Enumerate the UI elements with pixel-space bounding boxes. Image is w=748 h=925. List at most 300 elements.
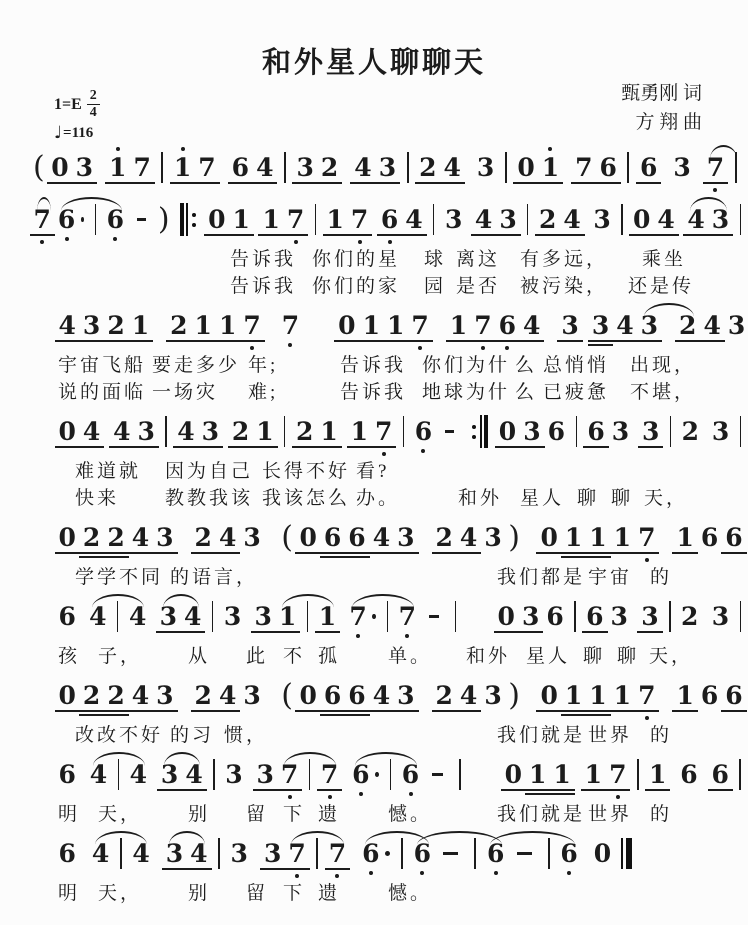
system xyxy=(0,593,748,667)
tie-arc xyxy=(355,752,417,766)
barline xyxy=(637,759,639,790)
note: 1 xyxy=(262,205,280,234)
lyric-segment: 你们的星 xyxy=(312,249,401,270)
note: 4 xyxy=(113,417,131,446)
note: 6 xyxy=(725,523,743,552)
barline xyxy=(739,759,741,790)
lyric-segment: 宇宙飞船 xyxy=(58,355,147,376)
note: 3 xyxy=(160,760,179,789)
note: 7 xyxy=(242,313,261,338)
note: 0 xyxy=(338,311,356,340)
lyric-segment: 我们就是 xyxy=(497,725,586,746)
note: 3 xyxy=(591,311,610,340)
barline xyxy=(455,601,456,632)
octave-dot-low xyxy=(288,343,292,347)
note: 2 xyxy=(681,602,699,631)
note: 6 xyxy=(559,841,578,866)
note: 4 xyxy=(459,681,478,710)
lyrics-row xyxy=(0,243,748,270)
note: 6 xyxy=(106,207,125,232)
lyric-segment: 世界 xyxy=(588,804,633,825)
notation-row xyxy=(0,144,748,191)
note: 6 xyxy=(57,207,76,232)
note: 3 xyxy=(156,523,174,552)
note: 3 xyxy=(727,311,746,340)
note: 7 xyxy=(287,841,306,866)
note: 3 xyxy=(223,602,242,631)
octave-dot-low xyxy=(713,188,717,192)
tie-arc xyxy=(61,197,122,211)
note: 1 xyxy=(108,155,127,180)
lyric-segment: 天， xyxy=(644,488,689,509)
lyric-segment: 告诉我 xyxy=(230,249,297,270)
note: 3 xyxy=(378,153,397,182)
lyric-segment: 告诉我 xyxy=(230,276,297,297)
lyric-segment: 离这 xyxy=(456,249,501,270)
note: 3 xyxy=(263,839,282,868)
note: 1 xyxy=(326,205,344,234)
note: 3 xyxy=(82,311,101,340)
tie-arc xyxy=(169,831,205,845)
note: 1 xyxy=(320,417,338,446)
note: 7 xyxy=(473,313,492,338)
note: 1 xyxy=(131,311,150,340)
barline xyxy=(403,416,404,447)
note: 3 xyxy=(201,417,220,446)
octave-dot-low xyxy=(567,871,571,875)
tie-arc xyxy=(92,594,144,608)
parenthesis: ( xyxy=(281,519,293,555)
note: 1 xyxy=(386,311,405,340)
note: 6 xyxy=(348,523,366,552)
lyric-segment: 遗 xyxy=(318,804,341,825)
lyric-segment: 难; xyxy=(248,382,279,403)
barline xyxy=(459,759,461,790)
note: 6 xyxy=(361,841,380,866)
note: 0 xyxy=(58,523,76,552)
octave-dot-high xyxy=(548,147,552,151)
note: 2 xyxy=(679,311,697,340)
note: 4 xyxy=(687,205,705,234)
lyric-segment: 此 xyxy=(246,646,269,667)
note: 3 xyxy=(75,153,94,182)
lyric-segment: 出现， xyxy=(630,355,697,376)
lyric-segment: 遗 xyxy=(318,883,341,904)
note: 7 xyxy=(320,762,339,787)
note: 3 xyxy=(243,681,261,710)
note: 2 xyxy=(681,417,700,446)
key-label: 1=E xyxy=(54,95,82,113)
lyrics-row xyxy=(0,455,748,482)
note: 0 xyxy=(58,681,76,710)
lyric-segment: 聊 xyxy=(577,488,600,509)
note: 3 xyxy=(256,760,274,789)
note: 6 xyxy=(58,602,76,631)
note: 4 xyxy=(563,205,581,234)
note: 7 xyxy=(286,207,305,232)
octave-dot-low xyxy=(420,871,424,875)
system xyxy=(0,830,748,904)
note: 6 xyxy=(231,153,250,182)
lyric-segment: 告诉我 xyxy=(340,382,407,403)
lyric-segment: 我们就是 xyxy=(497,804,586,825)
note: 7 xyxy=(33,207,52,232)
octave-dot-low xyxy=(369,871,373,875)
note: 0 xyxy=(633,205,651,234)
note: 1 xyxy=(449,311,468,340)
note: 6 xyxy=(323,681,342,710)
lyric-segment: 总悄悄 xyxy=(543,355,610,376)
parenthesis: ) xyxy=(508,677,520,713)
key-signature xyxy=(54,88,100,121)
note: 2 xyxy=(82,681,101,710)
note: 3 xyxy=(593,205,611,234)
notation-row xyxy=(0,196,748,243)
note: 4 xyxy=(443,153,461,182)
lyric-segment: 难道就 xyxy=(75,461,142,482)
system xyxy=(0,144,748,191)
lyric-segment: 年; xyxy=(248,355,279,376)
note: 0 xyxy=(540,681,558,710)
note: 6 xyxy=(413,841,432,866)
lyric-segment: 不堪， xyxy=(630,382,697,403)
notation-row xyxy=(0,302,748,349)
lyric-segment: 明 xyxy=(58,883,81,904)
lyric-segment: 办。 xyxy=(356,488,401,509)
lyric-segment: 世界 xyxy=(588,725,633,746)
note: 2 xyxy=(107,523,125,552)
octave-dot-low xyxy=(421,449,425,453)
note: 1 xyxy=(613,681,632,710)
octave-dot-low xyxy=(356,634,360,638)
note: 3 xyxy=(156,681,174,710)
note: 6 xyxy=(486,841,505,866)
note: 6 xyxy=(725,681,743,710)
lyric-segment: 教教我该 xyxy=(165,488,254,509)
note: 6 xyxy=(348,681,366,710)
lyric-segment: 孤 xyxy=(318,646,341,667)
lyric-segment: 园 xyxy=(424,276,447,297)
lyric-segment: 的习 xyxy=(170,725,215,746)
quarter-note-icon: ♩ xyxy=(54,123,63,144)
lyric-segment: 快来 xyxy=(75,488,120,509)
note: 0 xyxy=(208,205,226,234)
note: 3 xyxy=(476,153,495,182)
note: 3 xyxy=(444,205,463,234)
note: 1 xyxy=(564,681,583,710)
lyric-segment: 要走多少 xyxy=(152,355,241,376)
octave-dot-low xyxy=(405,634,409,638)
note: 1 xyxy=(278,602,297,631)
lyric-segment: 球 xyxy=(424,249,447,270)
note: 4 xyxy=(129,760,148,789)
parenthesis: ) xyxy=(508,519,520,555)
dash xyxy=(429,615,439,619)
lyric-segment: 有多远， xyxy=(520,249,609,270)
lyric-segment: 你们为什 xyxy=(422,355,511,376)
note: 4 xyxy=(184,602,202,631)
note: 2 xyxy=(295,417,314,446)
note: 4 xyxy=(89,602,107,631)
tie-arc xyxy=(291,831,344,845)
barline xyxy=(218,838,220,869)
lyric-segment: 乘坐 xyxy=(642,249,687,270)
note: 3 xyxy=(641,417,660,446)
note: 4 xyxy=(190,839,208,868)
octave-dot-high xyxy=(181,147,185,151)
note: 2 xyxy=(320,153,339,182)
barline xyxy=(669,601,670,632)
tie-arc xyxy=(644,303,694,317)
note: 1 xyxy=(676,681,694,710)
lyric-segment: 告诉我 xyxy=(340,355,407,376)
lyric-segment: 你们的家 xyxy=(312,276,401,297)
system xyxy=(0,302,748,403)
score xyxy=(0,142,748,904)
tempo-marking xyxy=(54,123,100,143)
lyric-segment: 地球为什 xyxy=(422,382,511,403)
lyric-segment: 么 xyxy=(515,355,538,376)
note: 4 xyxy=(474,205,493,234)
note: 3 xyxy=(159,602,178,631)
lyric-segment: 被污染， xyxy=(520,276,609,297)
lyric-segment: 天， xyxy=(98,883,143,904)
note: 4 xyxy=(459,523,478,552)
composer-credit: 方 翔 曲 xyxy=(635,111,702,133)
note: 1 xyxy=(676,523,694,552)
sheet-header xyxy=(0,0,748,142)
note: 4 xyxy=(616,311,634,340)
lyric-segment: 看? xyxy=(356,461,390,482)
dash xyxy=(443,852,458,856)
note: 7 xyxy=(350,207,369,232)
note: 4 xyxy=(131,681,150,710)
barline xyxy=(621,204,622,235)
augmentation-dot xyxy=(372,614,375,619)
note: 6 xyxy=(498,313,517,338)
note: 3 xyxy=(225,760,243,789)
system xyxy=(0,408,748,509)
note: 3 xyxy=(254,602,272,631)
lyric-segment: 和外 xyxy=(466,646,511,667)
note: 0 xyxy=(299,681,317,710)
note: 3 xyxy=(230,839,248,868)
lyric-segment: 别 xyxy=(188,804,211,825)
note: 6 xyxy=(680,760,698,789)
note: 1 xyxy=(173,155,192,180)
note: 3 xyxy=(610,602,628,631)
lyric-segment: 聊 xyxy=(617,646,640,667)
lyric-segment: 的 xyxy=(650,567,673,588)
note: 2 xyxy=(435,681,453,710)
notation-row xyxy=(0,514,748,561)
lyric-segment: 聊 xyxy=(611,488,634,509)
lyric-segment: 天， xyxy=(649,646,694,667)
parenthesis: ) xyxy=(157,201,170,237)
barline xyxy=(574,601,575,632)
note: 4 xyxy=(354,153,372,182)
note: 1 xyxy=(232,205,250,234)
note: 1 xyxy=(350,417,368,446)
note: 3 xyxy=(711,205,730,234)
note: 4 xyxy=(58,311,76,340)
note: 6 xyxy=(380,207,399,232)
augmentation-dot xyxy=(385,851,390,856)
barline xyxy=(740,601,741,632)
dash xyxy=(517,852,532,856)
note: 3 xyxy=(711,417,730,446)
note: 1 xyxy=(589,523,607,552)
note: 7 xyxy=(608,762,627,787)
barline xyxy=(576,416,577,447)
note: 4 xyxy=(185,760,203,789)
note: 1 xyxy=(541,155,560,180)
note: 2 xyxy=(170,311,188,340)
note: 0 xyxy=(517,153,535,182)
note: 7 xyxy=(133,153,151,182)
lyricist-credit: 甄勇刚 词 xyxy=(621,83,702,104)
lyric-segment: 惯， xyxy=(224,725,269,746)
tie-arc xyxy=(690,197,727,211)
lyric-segment: 的 xyxy=(650,725,673,746)
note: 2 xyxy=(82,523,101,552)
note: 4 xyxy=(128,602,147,631)
octave-dot-low xyxy=(65,237,69,241)
note: 1 xyxy=(194,311,212,340)
lyric-segment: 的语言， xyxy=(170,567,259,588)
tie-arc xyxy=(284,752,336,766)
lyrics-row xyxy=(0,482,748,509)
tie-arc xyxy=(352,594,414,608)
lyric-segment: 不 xyxy=(283,646,306,667)
meter-denominator: 4 xyxy=(89,105,97,121)
barline xyxy=(527,204,528,235)
lyric-segment: 星人 xyxy=(526,646,571,667)
lyric-segment: 已疲惫 xyxy=(543,382,610,403)
note: 0 xyxy=(498,417,517,446)
lyric-segment: 学学不同 xyxy=(75,567,164,588)
note: 3 xyxy=(611,417,630,446)
note: 7 xyxy=(575,153,593,182)
tie-arc xyxy=(164,752,200,766)
note: 3 xyxy=(641,602,659,631)
tie-arc xyxy=(37,197,51,211)
system xyxy=(0,751,748,825)
lyrics-row xyxy=(0,270,748,297)
system xyxy=(0,672,748,746)
note: 4 xyxy=(82,417,101,446)
tie-arc xyxy=(93,752,145,766)
note: 4 xyxy=(218,523,237,552)
note: 2 xyxy=(194,523,212,552)
lyric-segment: 改改不好 xyxy=(75,725,164,746)
tie-arc xyxy=(710,145,737,159)
note: 3 xyxy=(561,311,579,340)
lyrics-row xyxy=(0,349,748,376)
note: 1 xyxy=(649,760,667,789)
note: 0 xyxy=(299,523,317,552)
note: 4 xyxy=(523,311,541,340)
note: 4 xyxy=(89,760,108,789)
barline xyxy=(284,416,285,447)
note: 4 xyxy=(177,417,195,446)
octave-dot-low xyxy=(113,237,117,241)
note: 6 xyxy=(414,419,433,444)
parenthesis: ( xyxy=(281,677,293,713)
octave-dot-low xyxy=(359,792,363,796)
note: 4 xyxy=(131,523,150,552)
note: 7 xyxy=(637,683,656,708)
note: 0 xyxy=(58,417,76,446)
note: 3 xyxy=(523,417,541,446)
meter-numerator: 2 xyxy=(87,88,100,105)
note: 6 xyxy=(401,762,420,787)
key-tempo-block xyxy=(54,88,100,143)
note: 6 xyxy=(546,602,564,631)
note: 3 xyxy=(640,311,659,340)
note: 1 xyxy=(218,311,237,340)
note: 3 xyxy=(484,681,502,710)
note: 4 xyxy=(91,839,110,868)
note: 2 xyxy=(107,311,125,340)
note: 6 xyxy=(547,417,566,446)
lyric-segment: 长得不好 xyxy=(262,461,351,482)
octave-dot-high xyxy=(116,147,120,151)
lyric-segment: 我们都是 xyxy=(497,567,586,588)
note: 0 xyxy=(593,839,612,868)
lyrics-row xyxy=(0,719,748,746)
time-signature xyxy=(87,88,100,121)
lyrics-row xyxy=(0,640,748,667)
note: 3 xyxy=(243,523,261,552)
lyric-segment: 我该怎么 xyxy=(262,488,351,509)
tie-arc xyxy=(95,831,147,845)
note: 0 xyxy=(504,760,523,789)
note: 1 xyxy=(589,681,607,710)
note: 4 xyxy=(703,311,721,340)
lyrics-row xyxy=(0,376,748,403)
lyric-segment: 还是传 xyxy=(628,276,695,297)
tie-arc xyxy=(490,831,575,845)
note: 3 xyxy=(521,602,540,631)
note: 6 xyxy=(586,602,604,631)
note: 1 xyxy=(256,417,274,446)
note: 6 xyxy=(700,523,719,552)
lyric-segment: 憾。 xyxy=(388,883,433,904)
barline xyxy=(407,152,409,183)
note: 3 xyxy=(499,205,517,234)
note: 3 xyxy=(296,153,314,182)
note: 1 xyxy=(564,523,583,552)
lyrics-row xyxy=(0,561,748,588)
notation-row xyxy=(0,593,748,640)
note: 4 xyxy=(372,523,391,552)
note: 4 xyxy=(218,681,237,710)
dash xyxy=(445,430,455,434)
lyric-segment: 么 xyxy=(515,382,538,403)
lyrics-row xyxy=(0,798,748,825)
note: 7 xyxy=(328,841,347,866)
note: 7 xyxy=(281,313,300,338)
lyric-segment: 一场灾 xyxy=(152,382,219,403)
final-barline xyxy=(621,838,632,869)
dash xyxy=(432,773,443,777)
augmentation-dot xyxy=(81,217,84,222)
lyric-segment: 聊 xyxy=(583,646,606,667)
note: 7 xyxy=(410,313,429,338)
note: 2 xyxy=(435,523,453,552)
note: 6 xyxy=(587,417,605,446)
